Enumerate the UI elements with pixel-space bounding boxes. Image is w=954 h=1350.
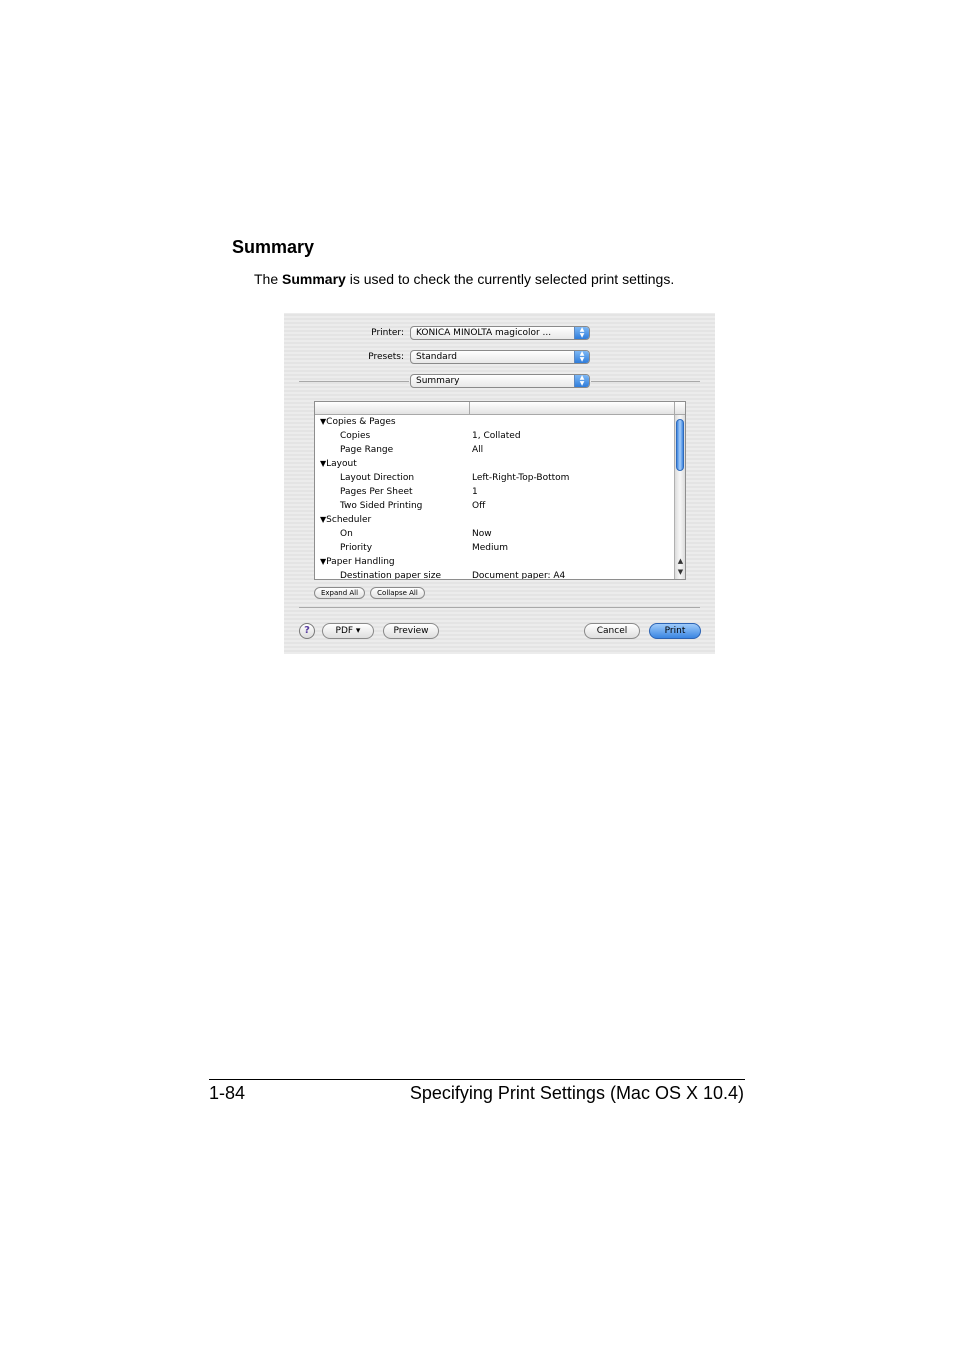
- list-item[interactable]: [315, 471, 674, 485]
- print-dialog: [284, 313, 715, 654]
- scroll-down-icon[interactable]: ▼: [677, 568, 684, 576]
- scrollbar[interactable]: [674, 415, 685, 579]
- page-number: 1-84: [209, 1083, 246, 1103]
- group-name: [320, 415, 396, 429]
- printer-popup[interactable]: [410, 326, 590, 340]
- list-item[interactable]: [315, 541, 674, 555]
- scroll-thumb[interactable]: [676, 419, 684, 471]
- cancel-button[interactable]: Cancel: [584, 623, 640, 639]
- presets-value: Standard: [416, 352, 457, 362]
- setting-name: Two Sided Printing: [340, 501, 423, 511]
- printer-label: Printer:: [371, 328, 404, 338]
- setting-name: Layout Direction: [340, 473, 415, 483]
- collapse-all-button[interactable]: Collapse All: [370, 587, 425, 599]
- intro-text: [254, 271, 674, 287]
- print-button[interactable]: Print: [649, 623, 701, 639]
- group-label: Copies & Pages: [326, 417, 396, 427]
- list-item[interactable]: [315, 485, 674, 499]
- setting-value: 1: [472, 487, 478, 497]
- list-item[interactable]: [315, 569, 674, 579]
- intro-prefix: The: [254, 271, 283, 287]
- section-heading: Summary: [232, 237, 315, 257]
- list-group-row[interactable]: [315, 513, 674, 527]
- column-divider: [674, 402, 675, 414]
- setting-name: Destination paper size: [340, 571, 441, 579]
- footer-rule: [209, 1079, 745, 1080]
- setting-value: 1, Collated: [472, 431, 521, 441]
- printer-value: KONICA MINOLTA magicolor ...: [416, 328, 552, 338]
- help-button[interactable]: ?: [299, 623, 315, 639]
- setting-name: Page Range: [340, 445, 394, 455]
- list-header: [315, 402, 685, 415]
- list-group-row[interactable]: [315, 457, 674, 471]
- intro-suffix: is used to check the currently selected print settings.: [345, 271, 675, 287]
- popup-arrows-icon: ▲ ▼: [574, 351, 589, 363]
- list-item[interactable]: [315, 443, 674, 457]
- column-divider: [469, 402, 470, 414]
- setting-value: Left-Right-Top-Bottom: [472, 473, 570, 483]
- group-label: Paper Handling: [326, 557, 395, 567]
- setting-value: All: [472, 445, 484, 455]
- list-group-row[interactable]: [315, 415, 674, 429]
- preview-button[interactable]: Preview: [383, 623, 439, 639]
- summary-list[interactable]: [314, 401, 686, 580]
- list-rows: [315, 415, 674, 579]
- setting-name: Copies: [340, 431, 371, 441]
- expand-all-button[interactable]: Expand All: [314, 587, 365, 599]
- disclosure-triangle-icon[interactable]: ▼: [320, 557, 327, 566]
- popup-arrows-icon: ▲ ▼: [574, 327, 589, 339]
- separator: [299, 607, 700, 608]
- panel-value: Summary: [416, 376, 460, 386]
- disclosure-triangle-icon[interactable]: ▼: [320, 459, 327, 468]
- group-label: Layout: [326, 459, 357, 469]
- panel-popup[interactable]: [410, 374, 590, 388]
- disclosure-triangle-icon[interactable]: ▼: [320, 515, 327, 524]
- setting-name: Priority: [340, 543, 373, 553]
- setting-value: Off: [472, 501, 486, 511]
- pdf-button[interactable]: PDF ▾: [322, 623, 374, 639]
- list-item[interactable]: [315, 499, 674, 513]
- presets-label: Presets:: [368, 352, 404, 362]
- popup-arrows-icon: ▲ ▼: [574, 375, 589, 387]
- list-item[interactable]: [315, 429, 674, 443]
- group-name: [320, 513, 371, 527]
- disclosure-triangle-icon[interactable]: ▼: [320, 417, 327, 426]
- setting-value: Medium: [472, 543, 508, 553]
- group-name: [320, 457, 357, 471]
- presets-popup[interactable]: [410, 350, 590, 364]
- footer-title: Specifying Print Settings (Mac OS X 10.4): [409, 1083, 744, 1103]
- setting-value: Document paper: A4: [472, 571, 566, 579]
- scroll-up-icon[interactable]: ▲: [677, 557, 684, 565]
- setting-name: On: [340, 529, 353, 539]
- group-label: Scheduler: [326, 515, 372, 525]
- separator: [591, 381, 700, 382]
- list-item[interactable]: [315, 527, 674, 541]
- setting-name: Pages Per Sheet: [340, 487, 413, 497]
- group-name: [320, 555, 395, 569]
- separator: [299, 381, 409, 382]
- intro-bold: Summary: [282, 271, 346, 287]
- list-group-row[interactable]: [315, 555, 674, 569]
- setting-value: Now: [472, 529, 492, 539]
